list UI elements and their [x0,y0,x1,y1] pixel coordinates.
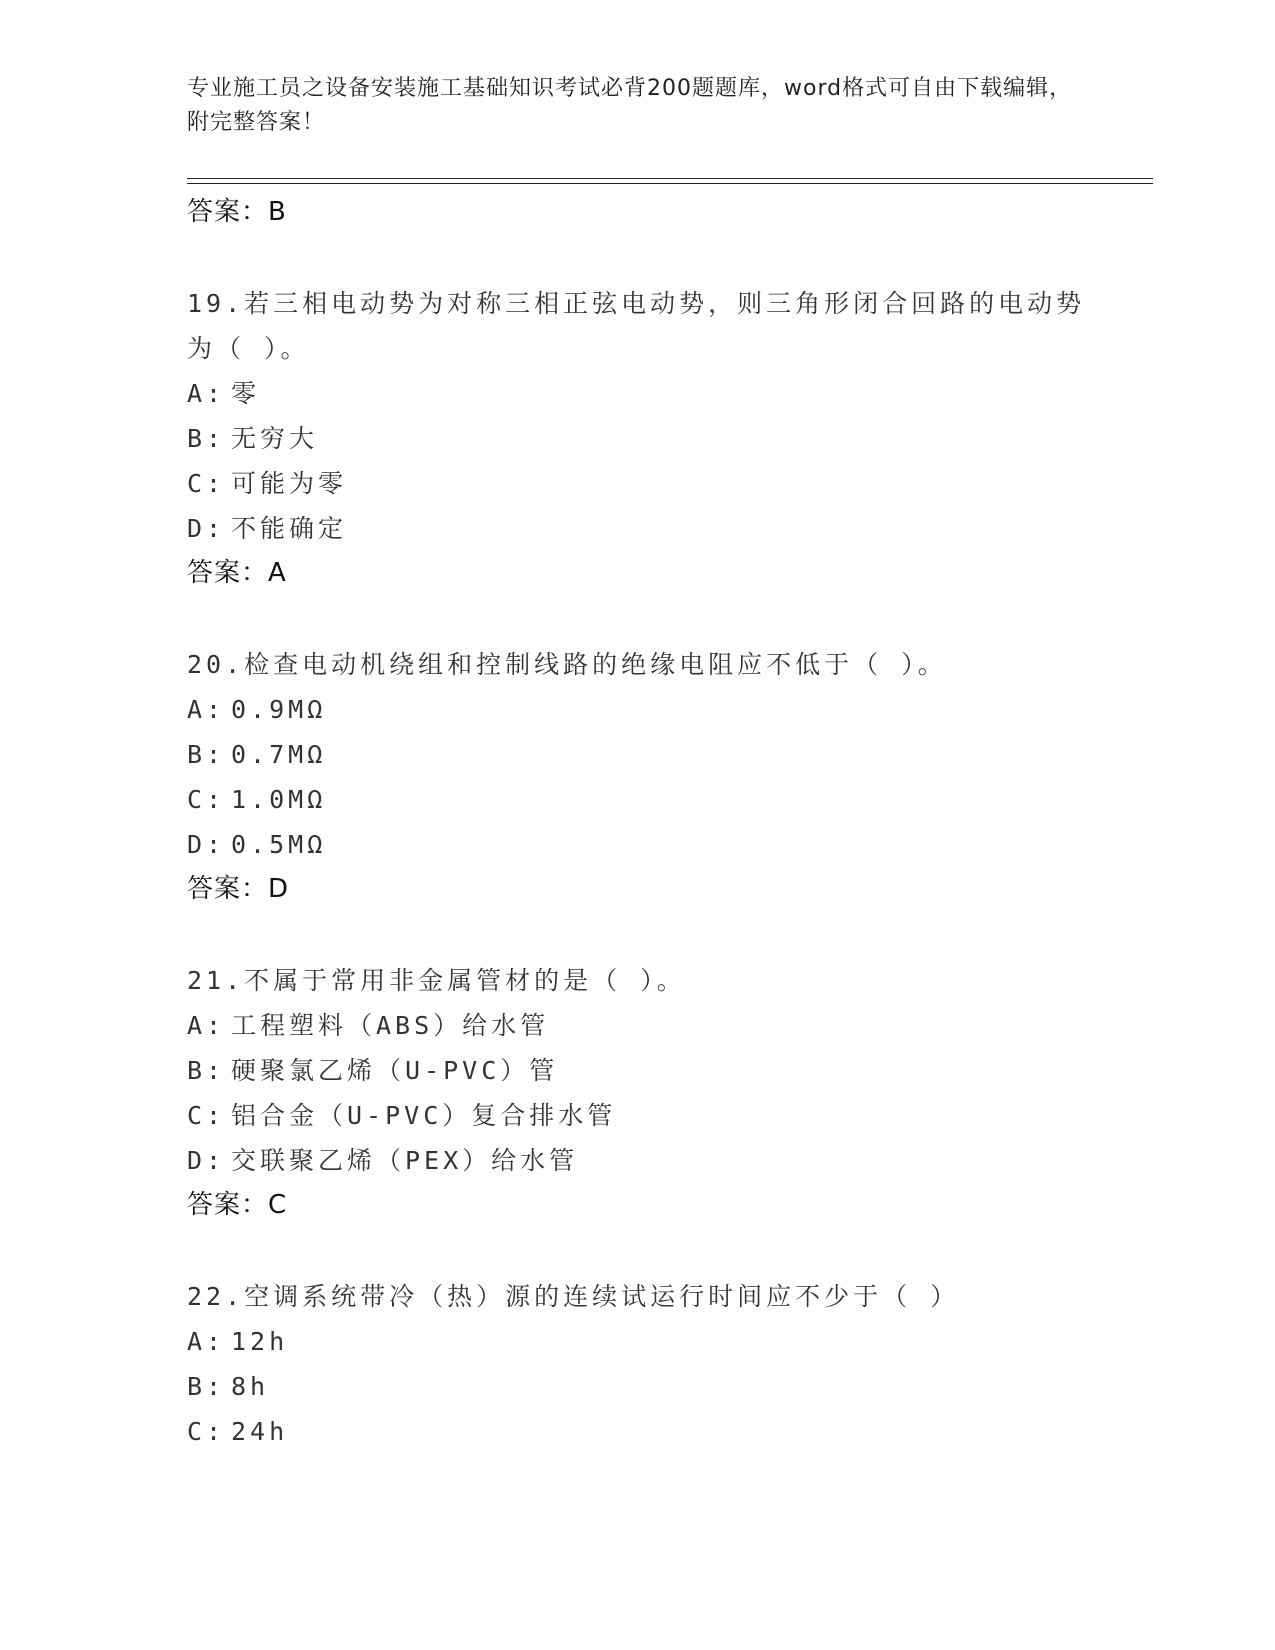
question-list [187,190,1107,1454]
option-text: 1.0MΩ [231,785,327,814]
questions-container [187,281,1107,1454]
answer-option [187,371,1107,416]
option-text: 硬聚氯乙烯（U-PVC）管 [231,1056,559,1085]
document-header-title: 专业施工员之设备安装施工基础知识考试必背200题题库，word格式可自由下载编辑，附完整答案！ [187,76,1073,135]
answer-option [187,1409,1107,1454]
question-stem: 20.检查电动机绕组和控制线路的绝缘电阻应不低于（ ）。 [187,650,947,679]
question-block [187,1274,1107,1454]
option-text: 铝合金（U-PVC）复合排水管 [231,1101,617,1130]
answer-option [187,1319,1107,1364]
question-stem-continued: 为（ ）。 [187,334,310,363]
option-letter: C: [187,469,226,498]
option-letter: C: [187,1101,226,1130]
question-stem: 19.若三相电动势为对称三相正弦电动势，则三角形闭合回路的电动势 [187,289,1086,318]
option-text: 不能确定 [231,514,348,543]
option-letter: C: [187,785,226,814]
answer-option [187,1364,1107,1409]
question-block [187,958,1107,1227]
option-letter: A: [187,695,226,724]
option-text: 0.9MΩ [231,695,327,724]
option-text: 交联聚乙烯（PEX）给水管 [231,1146,579,1175]
option-letter: A: [187,379,226,408]
answer-option [187,732,1107,777]
header-divider-top [187,178,1153,179]
option-text: 24h [231,1417,289,1446]
header-divider-bottom [187,183,1153,184]
answer-option [187,822,1107,867]
answer-line: 答案：B [187,197,287,227]
option-letter: B: [187,1372,226,1401]
answer-option [187,777,1107,822]
option-text: 无穷大 [231,424,319,453]
answer-line: 答案：C [187,1190,288,1220]
option-text: 零 [231,379,261,408]
option-letter: B: [187,1056,226,1085]
answer-option [187,1048,1107,1093]
answer-option [187,1093,1107,1138]
option-letter: D: [187,514,226,543]
question-block [187,281,1107,595]
answer-option [187,1003,1107,1048]
answer-option [187,1138,1107,1183]
option-text: 工程塑料（ABS）给水管 [231,1011,550,1040]
option-text: 8h [231,1372,270,1401]
option-letter: D: [187,830,226,859]
option-letter: B: [187,424,226,453]
answer-option [187,687,1107,732]
answer-option [187,506,1107,551]
answer-option [187,461,1107,506]
answer-line: 答案：A [187,558,287,588]
question-block [187,642,1107,911]
answer-option [187,416,1107,461]
option-text: 0.5MΩ [231,830,327,859]
option-text: 可能为零 [231,469,348,498]
option-letter: D: [187,1146,226,1175]
question-stem: 21.不属于常用非金属管材的是（ ）。 [187,966,686,995]
answer-line: 答案：D [187,874,290,904]
option-letter: B: [187,740,226,769]
option-letter: A: [187,1011,226,1040]
option-text: 0.7MΩ [231,740,327,769]
option-letter: C: [187,1417,226,1446]
question-stem: 22.空调系统带冷（热）源的连续试运行时间应不少于（ ） [187,1282,960,1311]
option-letter: A: [187,1327,226,1356]
option-text: 12h [231,1327,289,1356]
